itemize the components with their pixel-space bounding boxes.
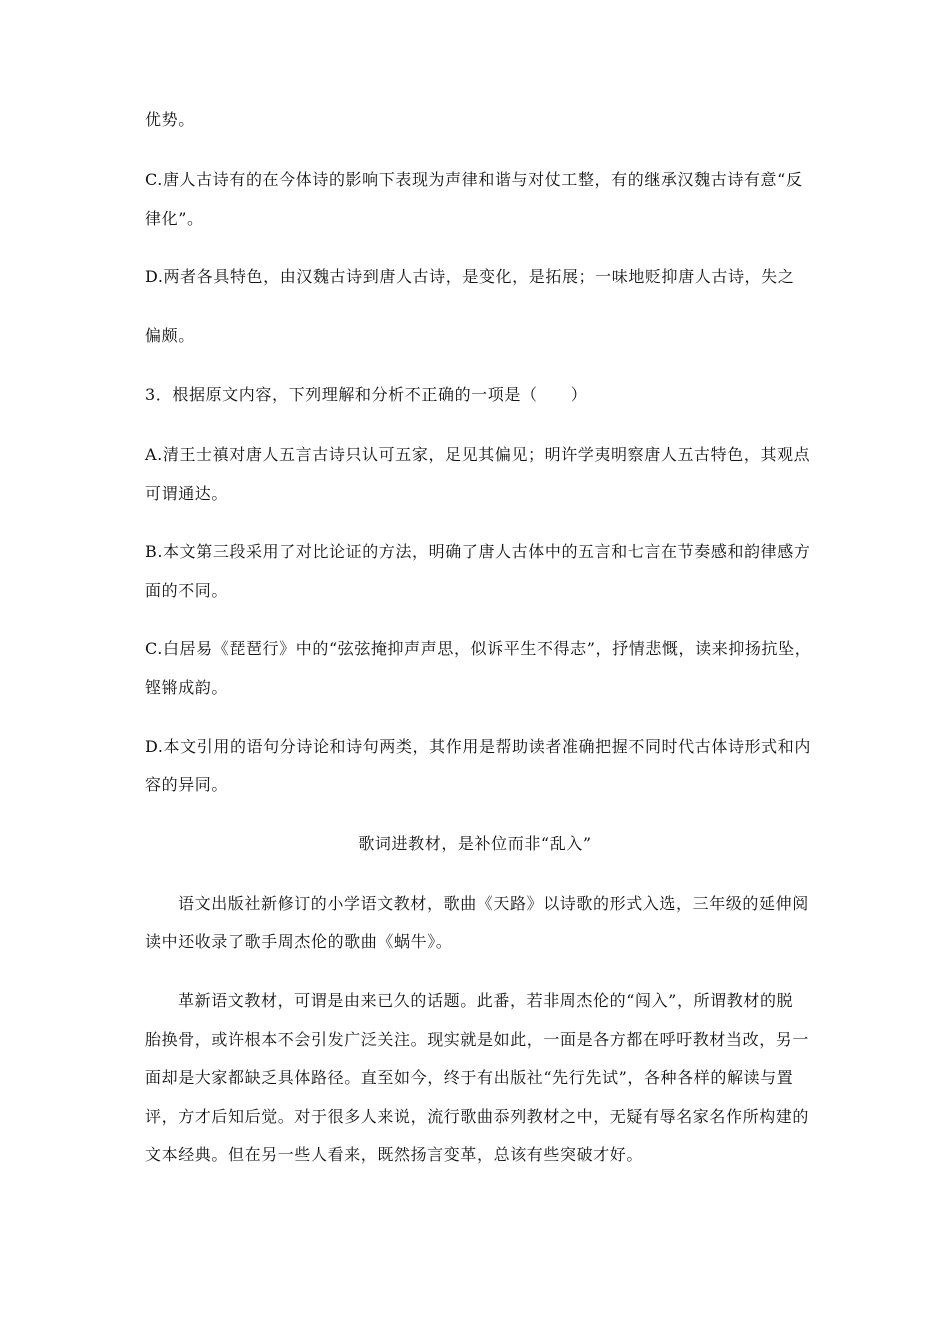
q3-option-b-line1: B.本文第三段采用了对比论证的方法，明确了唐人古体中的五言和七言在节奏感和韵律感方	[145, 542, 811, 561]
paragraph2-line5: 文本经典。但在另一些人看来，既然扬言变革，总该有些突破才好。	[145, 1145, 644, 1164]
article-title: 歌词进教材，是补位而非“乱入”	[358, 834, 592, 853]
q3-option-d-line1: D.本文引用的语句分诗论和诗句两类，其作用是帮助读者准确把握不同时代古体诗形式和内	[145, 737, 811, 756]
question3-stem: 3．根据原文内容，下列理解和分析不正确的一项是（ ）	[145, 385, 588, 404]
option-c-line2: 律化”。	[145, 209, 204, 228]
option-b-continuation: 优势。	[145, 110, 195, 129]
option-d-line1: D.两者各具特色，由汉魏古诗到唐人古诗，是变化，是拓展；一味地贬抑唐人古诗，失之	[145, 267, 795, 286]
paragraph2-line4: 评，方才后知后觉。对于很多人来说，流行歌曲忝列教材之中，无疑有辱名家名作所构建的	[145, 1107, 810, 1126]
paragraph2-line2: 胎换骨，或许根本不会引发广泛关注。现实就是如此，一面是各方都在呼吁教材当改，另一	[145, 1030, 810, 1049]
q3-option-a-line1: A.清王士禛对唐人五言古诗只认可五家，足见其偏见；明许学夷明察唐人五古特色，其观点	[145, 445, 811, 464]
q3-option-c-line2: 铿锵成韵。	[145, 678, 229, 697]
q3-option-d-line2: 容的异同。	[145, 775, 229, 794]
paragraph2-line3: 面却是大家都缺乏具体路径。直至如今，终于有出版社“先行先试”，各种各样的解读与置	[145, 1068, 794, 1087]
q3-option-c-line1: C.白居易《琵琶行》中的“弦弦掩抑声声思，似诉平生不得志”，抒情悲慨，读来抑扬抗坠，	[145, 639, 812, 658]
paragraph2-line1: 革新语文教材，可谓是由来已久的话题。此番，若非周杰伦的“闯入”，所谓教材的脱	[178, 991, 794, 1010]
q3-option-b-line2: 面的不同。	[145, 581, 229, 600]
option-d-line2: 偏颇。	[145, 326, 195, 345]
paragraph1-line2: 读中还收录了歌手周杰伦的歌曲《蜗牛》。	[145, 932, 453, 951]
q3-option-a-line2: 可谓通达。	[145, 484, 229, 503]
option-c-line1: C.唐人古诗有的在今体诗的影响下表现为声律和谐与对仗工整，有的继承汉魏古诗有意“反	[145, 170, 803, 189]
paragraph1-line1: 语文出版社新修订的小学语文教材，歌曲《天路》以诗歌的形式入选，三年级的延伸阅	[178, 894, 809, 913]
